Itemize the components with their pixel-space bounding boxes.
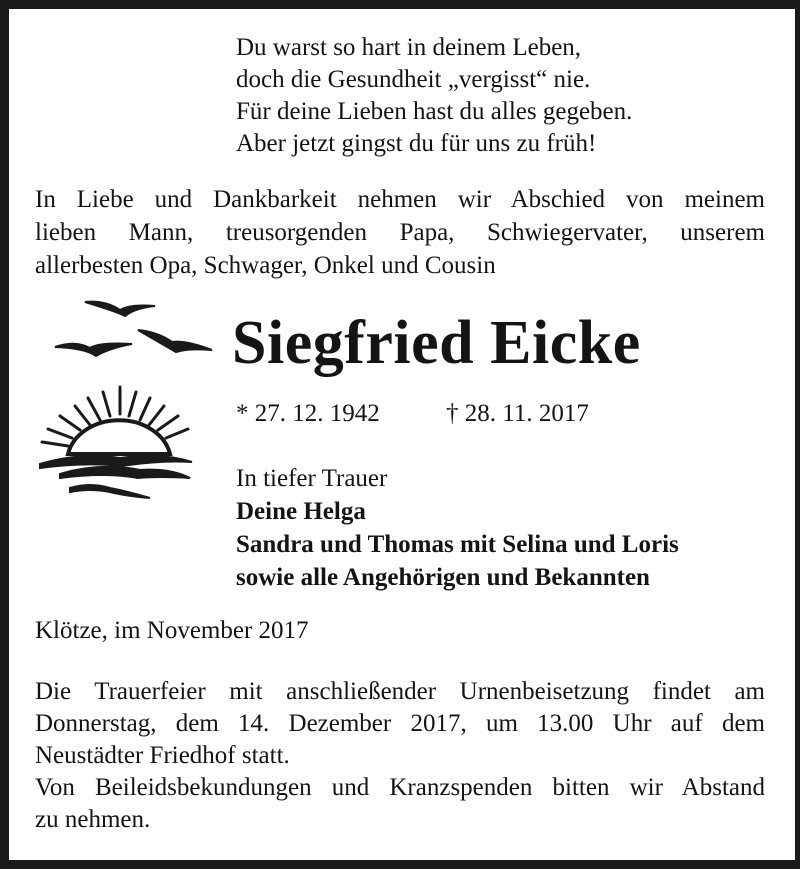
notice-line: Die Trauerfeier mit anschließender Urnenbeisetzung findet am [35,678,765,705]
poem-line: Du warst so hart in deinem Leben, [236,34,582,61]
intro-line: allerbesten Opa, Schwager, Onkel und Cousin [35,252,496,279]
notice-line: Neustädter Friedhof statt. [35,742,290,769]
sunset-birds-icon [30,292,220,507]
death-date: † 28. 11. 2017 [446,400,589,427]
mourner-name: Deine Helga [236,498,366,525]
poem [236,32,632,160]
poem-line: Für deine Lieben hast du alles gegeben. [236,98,633,125]
intro-line: lieben Mann, treusorgenden Papa, Schwiegervater, unserem [35,219,765,246]
intro-line: In Liebe und Dankbarkeit nehmen wir Abschied von meinem [35,186,765,213]
notice-line: Donnerstag, dem 14. Dezember 2017, um 13.00 Uhr auf dem [35,710,765,737]
mourner-name: sowie alle Angehörigen und Bekannten [236,564,650,591]
notice-line: zu nehmen. [35,806,151,833]
mourner-name: Sandra und Thomas mit Selina und Loris [236,531,679,558]
place-date: Klötze, im November 2017 [35,617,309,644]
mourners-heading: In tiefer Trauer [236,465,388,492]
birth-date: * 27. 12. 1942 [236,400,380,427]
intro-text [35,183,765,282]
mourners-block [236,462,679,594]
poem-line: Aber jetzt gingst du für uns zu früh! [236,130,597,157]
deceased-name: Siegfried Eicke [232,309,641,377]
life-dates [236,400,589,428]
funeral-notice [35,676,765,836]
poem-line: doch die Gesundheit „vergisst“ nie. [236,66,591,93]
notice-line: Von Beileidsbekundungen und Kranzspenden bitten wir Abstand [35,774,765,801]
